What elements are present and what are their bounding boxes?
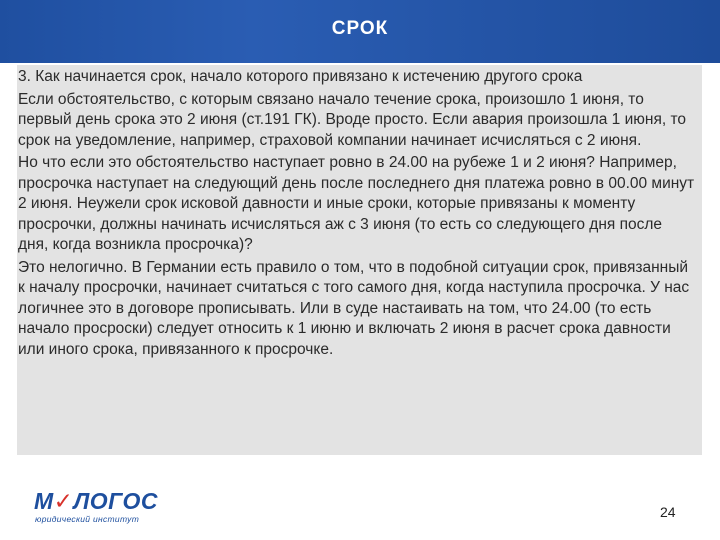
question-heading: 3. Как начинается срок, начало которого привязано к истечению другого срока xyxy=(18,68,583,85)
institute-logo xyxy=(34,489,164,529)
slide-title: СРОК xyxy=(331,18,389,39)
logo-prefix: М xyxy=(34,488,54,514)
logo-suffix: ЛОГОС xyxy=(73,488,158,514)
paragraph-2: Но что если это обстоятельство наступает ровно в 24.00 на рубеже 1 и 2 июня? Например, просрочка наступает на следующий день после последнего дня платежа ровно в 00.00 минут 2 июня. Неужели срок исковой давности и иные сроки, которые привязаны к моменту просрочки, должны начинать исчисляться аж с 3 июня (то есть со следующего дня после дня, когда возникла просрочка)? xyxy=(18,154,695,253)
logo-subtitle: юридический институт xyxy=(35,514,140,524)
content-panel xyxy=(17,65,702,455)
page-number: 24 xyxy=(660,504,676,520)
logo-accent-icon: ✓ xyxy=(53,488,74,514)
paragraph-3: Это нелогично. В Германии есть правило о том, что в подобной ситуации срок, привязанный к началу просрочки, начинает считаться с того самого дня, когда наступила просрочка. У нас логичнее это в договоре прописывать. Или в суде настаивать на том, что 24.00 (то есть начало просроски) следует относить к 1 июню и включать 2 июня в расчет срока давности или иного срока, привязанного к просрочке. xyxy=(18,258,690,358)
logo-wordmark xyxy=(34,489,158,513)
text-block xyxy=(17,65,702,360)
paragraph-1: Если обстоятельство, с которым связано начало течение срока, произошло 1 июня, то первый день срока это 2 июня (ст.191 ГК). Вроде просто. Если авария произошла 1 июня, то срок на уведомление, например, страховой компании начинает исчисляться с 2 июня. xyxy=(18,90,686,149)
slide-header xyxy=(0,0,720,63)
